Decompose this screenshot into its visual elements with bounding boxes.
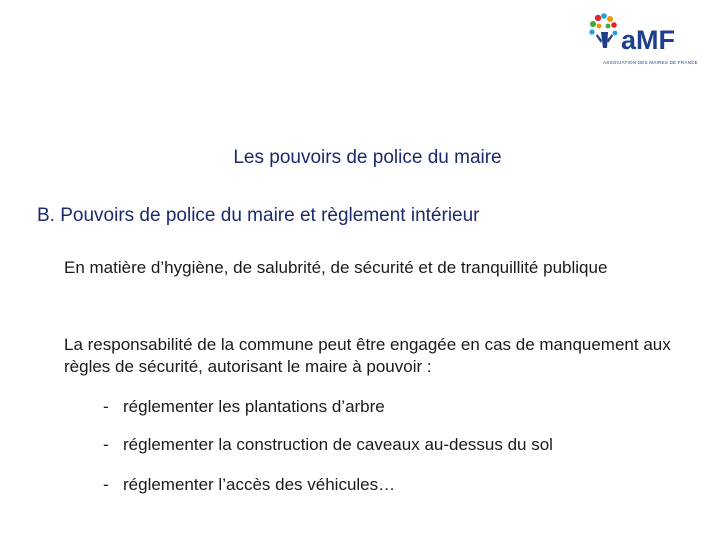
list-item [103, 434, 553, 456]
bullet-dash: - [103, 435, 109, 454]
hand-tree-logo-icon [588, 12, 706, 60]
bullet-dash: - [103, 397, 109, 416]
list-item-text: réglementer la construction de caveaux au-dessus du sol [123, 435, 553, 454]
amf-logo [588, 12, 706, 72]
bullet-dash: - [103, 475, 109, 494]
section-heading: B. Pouvoirs de police du maire et règlement intérieur [37, 205, 480, 226]
logo-tagline: ASSOCIATION DES MAIRES DE FRANCE [603, 60, 698, 65]
slide-title: Les pouvoirs de police du maire [233, 147, 502, 168]
logo-wordmark: aMF [621, 25, 675, 55]
list-item-text: réglementer les plantations d’arbre [123, 397, 385, 416]
list-item-text: réglementer l’accès des véhicules… [123, 475, 396, 494]
list-item [103, 474, 395, 496]
paragraph-hygiene: En matière d’hygiène, de salubrité, de sécurité et de tranquillité publique [64, 258, 608, 277]
paragraph-responsabilite: La responsabilité de la commune peut être engagée en cas de manquement aux règles de sécurité, autorisant le maire à pouvoir : [64, 335, 671, 376]
list-item [103, 396, 385, 418]
